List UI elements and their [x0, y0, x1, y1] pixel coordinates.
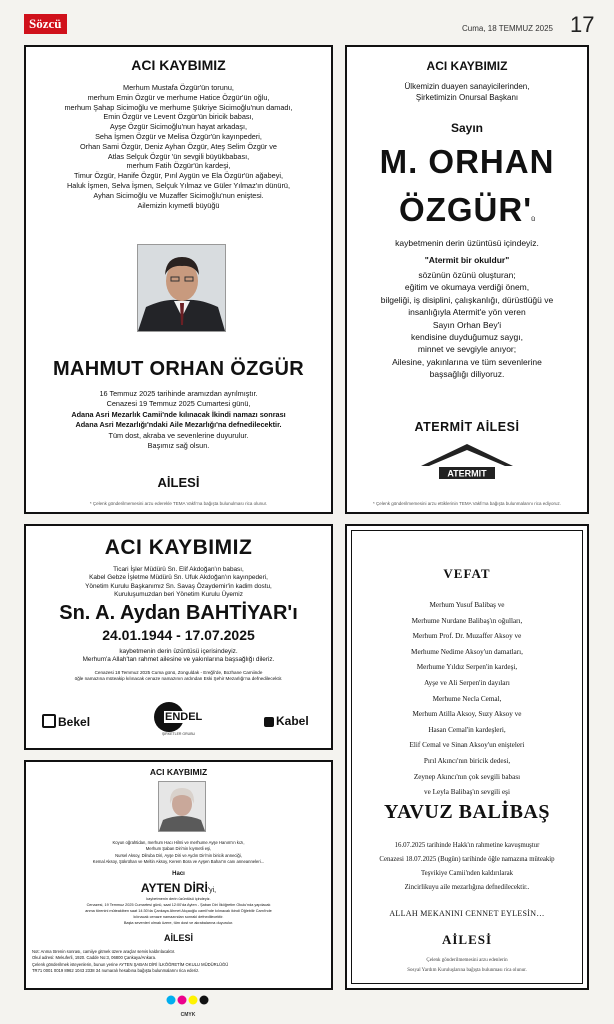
honorific: Hacı — [172, 871, 185, 877]
ad-intro — [347, 81, 587, 103]
ad-intro-line: Şirketimizin Onursal Başkanı — [415, 93, 519, 102]
atermit-logo — [347, 442, 587, 487]
ad-body-line: Kuruluşumuzdan beri Yönetim Kurulu Üyemiz — [114, 591, 243, 599]
portrait-photo — [158, 781, 206, 832]
ad-body-line: sözünün özünü oluşturan; — [418, 270, 516, 280]
ad-body-line: Orhan Sami Özgür, Deniz Ayhan Özgür, Ateş Selim Özgür ve — [80, 141, 277, 151]
obituary-bahtiyar — [24, 524, 333, 750]
ad-title: VEFAT — [443, 566, 491, 581]
ad-footer — [347, 956, 587, 976]
ad-title: ACI KAYBIMIZ — [426, 59, 508, 73]
ad-body-line: Ayşe Özgür Sicimoğlu'nun hayat arkadaşı, — [109, 122, 248, 132]
ad-footer: * Çelenk gönderilmemesini arzu ederekle TEMA Vakfı'na bağışta bulunulması rica olunur. — [89, 501, 268, 506]
cmyk-print-marks — [164, 993, 212, 1023]
ad-body-line: Merhume Nedime Aksoy'un damatları, — [411, 647, 523, 656]
ad-body-line: Ayşe ve Ali Serpen'in dayıları — [424, 678, 510, 687]
deceased-name: Sn. A. Aydan BAHTİYAR'ı — [59, 602, 298, 624]
ad-body-line: Sayın Orhan Bey'i — [432, 319, 502, 330]
note-line: Okul adresi: Mekuferli, 1920. Cadde No:3, 06800 Çankaya/Ankara. — [32, 955, 157, 961]
obituary-ozgur-family — [24, 45, 333, 514]
newspaper-logo: Sözcü — [24, 14, 67, 34]
ad-body-line: Ailemizin kıymetli büyüğü — [137, 200, 220, 210]
funeral-line: Adana Asri Mezarlık Camii'nde kılınacak İkindi namazı sonrası — [71, 409, 286, 419]
footer-line: Sosyal Yardım Kuruluşlarına bağışta bulunması rica olunur. — [407, 968, 527, 973]
svg-text:ATERMIT: ATERMIT — [447, 468, 487, 479]
page-header — [0, 0, 614, 44]
funeral-details — [26, 670, 331, 682]
man-portrait-icon — [138, 245, 225, 331]
ad-after-line: kaybetmenin derin üzüntüsü içerisindeyiz. — [119, 648, 238, 655]
funeral-line: Zincirlikuyu aile mezarlığına defnedilecektir.. — [404, 884, 530, 891]
deceased-name: MAHMUT ORHAN ÖZGÜR — [53, 358, 304, 380]
cmyk-label: CMYK — [180, 1012, 196, 1018]
registration-dot — [189, 996, 198, 1005]
portrait-photo — [137, 244, 226, 332]
ad-signature: AİLESİ — [157, 475, 200, 490]
ad-body-line: Seha İşmen Özgür ve Melisa Özgür'ün kayınpederi, — [95, 131, 262, 141]
atermit-roof-logo-icon — [417, 442, 517, 482]
ad-intro-line: Koyun oğrahtidan, merhum Hacı Hilmi ve merhume Ayşe Hanım'ın kızı, — [112, 840, 245, 845]
ad-body-line: minnet ve sevgiyle anıyor; — [417, 344, 517, 355]
ad-notes — [32, 949, 228, 975]
kabel-mark-icon — [264, 717, 274, 727]
ad-body-line: Merhum Yusuf Balibaş ve — [429, 601, 505, 609]
ad-intro-line: Kemal Aksoy, Şükrühan ve Meltin Aksoy, Kerem Bora ve Ayşen Bahar'ın canı anneanneleri... — [92, 858, 265, 864]
ad-body-line: Atlas Selçuk Özgür 'ün sevgili büyükbabası, — [107, 151, 250, 161]
honorific: Sayın — [450, 121, 483, 135]
deceased-name-line1: M. ORHAN — [379, 143, 555, 180]
quote: "Atermit bir okuldur" — [424, 255, 510, 265]
obituary-atermit — [345, 45, 589, 514]
funeral-line: 16.07.2025 tarihinde Hakk'ın rahmetine kavuşmuştur — [394, 842, 540, 849]
ad-body-line: Merhum Mustafa Özgür'ün torunu, — [123, 83, 234, 92]
ad-body-line: Timur Özgür, Hanife Özgür, Pırıl Aygün ve Ela Özgür'ün ağabeyi, — [73, 171, 284, 181]
ad-title: ACI KAYBIMIZ — [131, 57, 226, 73]
funeral-details — [26, 389, 331, 451]
ad-signature: AİLESİ — [441, 932, 493, 947]
ad-signature: ATERMİT AİLESİ — [414, 420, 520, 434]
ad-body-line: başsağlığı diliyoruz. — [429, 369, 505, 380]
ad-title: ACI KAYBIMIZ — [104, 536, 253, 559]
bekel-mark-icon — [42, 714, 56, 728]
ad-body-line: kendisine duyduğumuz saygı, — [411, 332, 523, 343]
obituary-diri — [24, 760, 333, 990]
ad-body-line: merhum Şahap Sicimoğlu ve merhume Şükriye Sicimoğlu'nun damadı, — [64, 102, 293, 112]
ad-signature: AİLESİ — [163, 933, 193, 943]
funeral-line: Başımız sağ olsun. — [147, 441, 210, 451]
ad-body-line: Zeynep Akıncı'nın çok sevgili babası — [413, 772, 521, 781]
ad-after-line: Merhum'a Allah'tan rahmet ailesine ve yakınlarına başsağlığı dileriz. — [82, 656, 275, 664]
note-line: Not: Anma törenin sonrası, camiiye gitmek üzere araçlar servis kaldırılacaktır. — [32, 949, 176, 954]
funeral-details — [26, 896, 331, 926]
ad-intro-line: Ülkemizin duayen sanayicilerinden, — [404, 82, 530, 91]
ad-intro-line: Nursel Aksoy, Dilruba Diri, Ayşe Diri ve Aydın Diri'nin biricik anneciği, — [115, 852, 242, 858]
ad-body-line: Kabel Gebze İşletme Müdürü Sn. Ufuk Akdoğan'ın kayınpederi, — [89, 574, 268, 582]
ad-body-line: Hasan Cemal'in kardeşleri, — [428, 725, 506, 734]
funeral-line: kılınacak cenaze namazından sonraki defnedilecektir. — [133, 915, 224, 919]
ad-body — [347, 269, 587, 381]
ad-intro-line: Merhum Şaban Diri'nin kıymetli eşi, — [145, 846, 212, 852]
funeral-line: 16 Temmuz 2025 tarihinde aramızdan ayrılmıştır. — [99, 389, 258, 398]
ad-body-line: merhum Fatih Özgür'ün kardeşi, — [126, 161, 231, 171]
funeral-line: Adana Asri Mezarlığı'ndaki Aile Mezarlığı'na defnedilecektir. — [75, 420, 282, 430]
ad-body — [26, 566, 331, 600]
funeral-line: Başta sevenleri olmak üzere, tüm dost ve akrabalarına duyurulur. — [123, 921, 234, 925]
woman-portrait-icon — [159, 782, 205, 831]
obituary-balibas — [345, 524, 589, 990]
deceased-name: YAVUZ BALİBAŞ — [383, 801, 550, 823]
ad-body-line: ve Leyla Balibaş'ın sevgili eşi — [424, 788, 510, 797]
issue-date: Cuma, 18 TEMMUZ 2025 — [462, 24, 553, 33]
ad-body-line: Merhume Yıldız Serpen'in kardeşi, — [416, 663, 518, 672]
ad-body-line: Ticari İşler Müdürü Sn. Elif Akdoğan'ın babası, — [113, 566, 244, 573]
ad-body-line: eğitim ve okumaya verdiği önem, — [404, 282, 530, 293]
ad-body-line: Merhum Prof. Dr. Muzaffer Aksoy ve — [412, 632, 522, 641]
funeral-line: Cenazesi, 19 Temmuz 2025 Cumartesi günü, saat 12:00'da Ayten - Şaban Diri İlköğretim Okulu'nda yapılacak — [86, 903, 271, 907]
ad-after — [26, 648, 331, 665]
ad-footer: * Çelenk gönderilmemesini arzu ettiklerinin TEMA Vakfı'na bağışta bulunmalarını rica ediyoruz. — [372, 501, 562, 506]
registration-dot — [200, 996, 209, 1005]
funeral-details — [347, 839, 587, 895]
logo-endel: ENDEL ŞİRKETLER GRUBU — [154, 702, 214, 742]
funeral-line: anma törenini müteakiben saat 14:30'da Çankaya Ahmet Akçaoğlu camii'nde kılınacak ikindi Öğlebilir Cami'nde — [85, 909, 272, 913]
ad-body — [347, 598, 587, 801]
logo-bekel: Bekel — [42, 714, 90, 729]
logo-kabel: Kabel — [264, 714, 309, 728]
footer-line: Çelenk gönderilmemesini arzu edenlerin — [426, 958, 508, 963]
funeral-line: Cenazesi 18 Temmuz 2025 Cuma günü, Zonguldak - Ereğli'de, Bozhane Camiinde — [94, 670, 263, 675]
page-number: 17 — [570, 12, 595, 37]
ad-lead: kaybetmenin derin üzüntüsü içindeyiz. — [395, 238, 539, 248]
ad-body-line: bilgeliği, iş disiplini, çalışkanlığı, dürüstlüğü ve — [380, 294, 554, 305]
prayer-line: ALLAH MEKANINI CENNET EYLESİN… — [389, 909, 545, 918]
ad-body-line: merhum Emin Özgür ve merhume Hatice Özgür'ün oğlu, — [87, 92, 270, 102]
life-dates: 24.01.1944 - 17.07.2025 — [102, 627, 255, 643]
ad-body-line: Elif Cemal ve Sinan Aksoy'un enişteleri — [409, 741, 525, 750]
ad-body — [26, 83, 331, 210]
ad-body-line: Merhume Nurdane Balibaş'ın oğulları, — [411, 616, 523, 625]
ad-body-line: Merhume Necla Cemal, — [432, 694, 502, 703]
ad-intro — [26, 840, 331, 865]
registration-dots-icon — [164, 993, 212, 1007]
ad-body-line: Merhum Atilla Aksoy, Suzy Aksoy ve — [412, 710, 522, 719]
note-line: Çelenk gönderilmek isteyenlerin, bunun yerine AYTEN ŞABAN DİRİ İLKÖĞRETİM OKULU MÜDÜRLÜĞÜ — [32, 961, 229, 967]
ad-body-line: Ailesine, yakınlarına ve tüm sevenlerine — [392, 356, 542, 367]
funeral-line: öğle namazına müteakip kılınacak cenaze namazının ardından Eski Şehir Mezarlığı'na defnedilecektir. — [74, 676, 283, 682]
funeral-line: Tüm dost, akraba ve sevenlerine duyurulur. — [108, 430, 249, 440]
ad-body-line: Ayhan Sicimoğlu ve Muzaffer Sicimoğlu'nun eniştesi. — [93, 190, 264, 200]
funeral-line: Cenazesi 19 Temmuz 2025 Cumartesi günü, — [106, 399, 251, 409]
ad-title: ACI KAYBIMIZ — [149, 767, 208, 777]
ad-body-line: Emin Özgür ve Levent Özgür'ün biricik babası, — [103, 112, 254, 122]
funeral-line: kaybetmenin derin üzüntüsü içindeyiz. — [146, 897, 211, 901]
registration-dot — [167, 996, 176, 1005]
funeral-line: Cenazesi 18.07.2025 (Bugün) tarihinde öğle namazına müteakip — [379, 856, 555, 863]
ad-body-line: Yönetim Kurulu Başkanımız Sn. Savaş Özaydemir'in kadim dostu, — [85, 582, 272, 590]
deceased-name: AYTEN DİRİ'yi, — [140, 881, 217, 895]
registration-dot — [178, 996, 187, 1005]
ad-body-line: insanlığıyla Atermit'e yön veren — [408, 307, 526, 318]
ad-body-line: Pırıl Akıncı'nın biricik dedesi, — [423, 756, 511, 765]
funeral-line: Teşvikiye Camii'nden kaldırılarak — [420, 870, 514, 877]
ad-body-line: Haluk İşmen, Selva İşmen, Selçuk Yılmaz ve Güler Yılmaz'ın dünürü, — [67, 180, 290, 190]
note-line: TR71 0001 0019 8962 1043 2338 34 numaralı hesabına bağışta bulunmalarını rica ederiz. — [32, 968, 200, 974]
deceased-name-line2: ÖZGÜR'ü — [399, 191, 535, 228]
